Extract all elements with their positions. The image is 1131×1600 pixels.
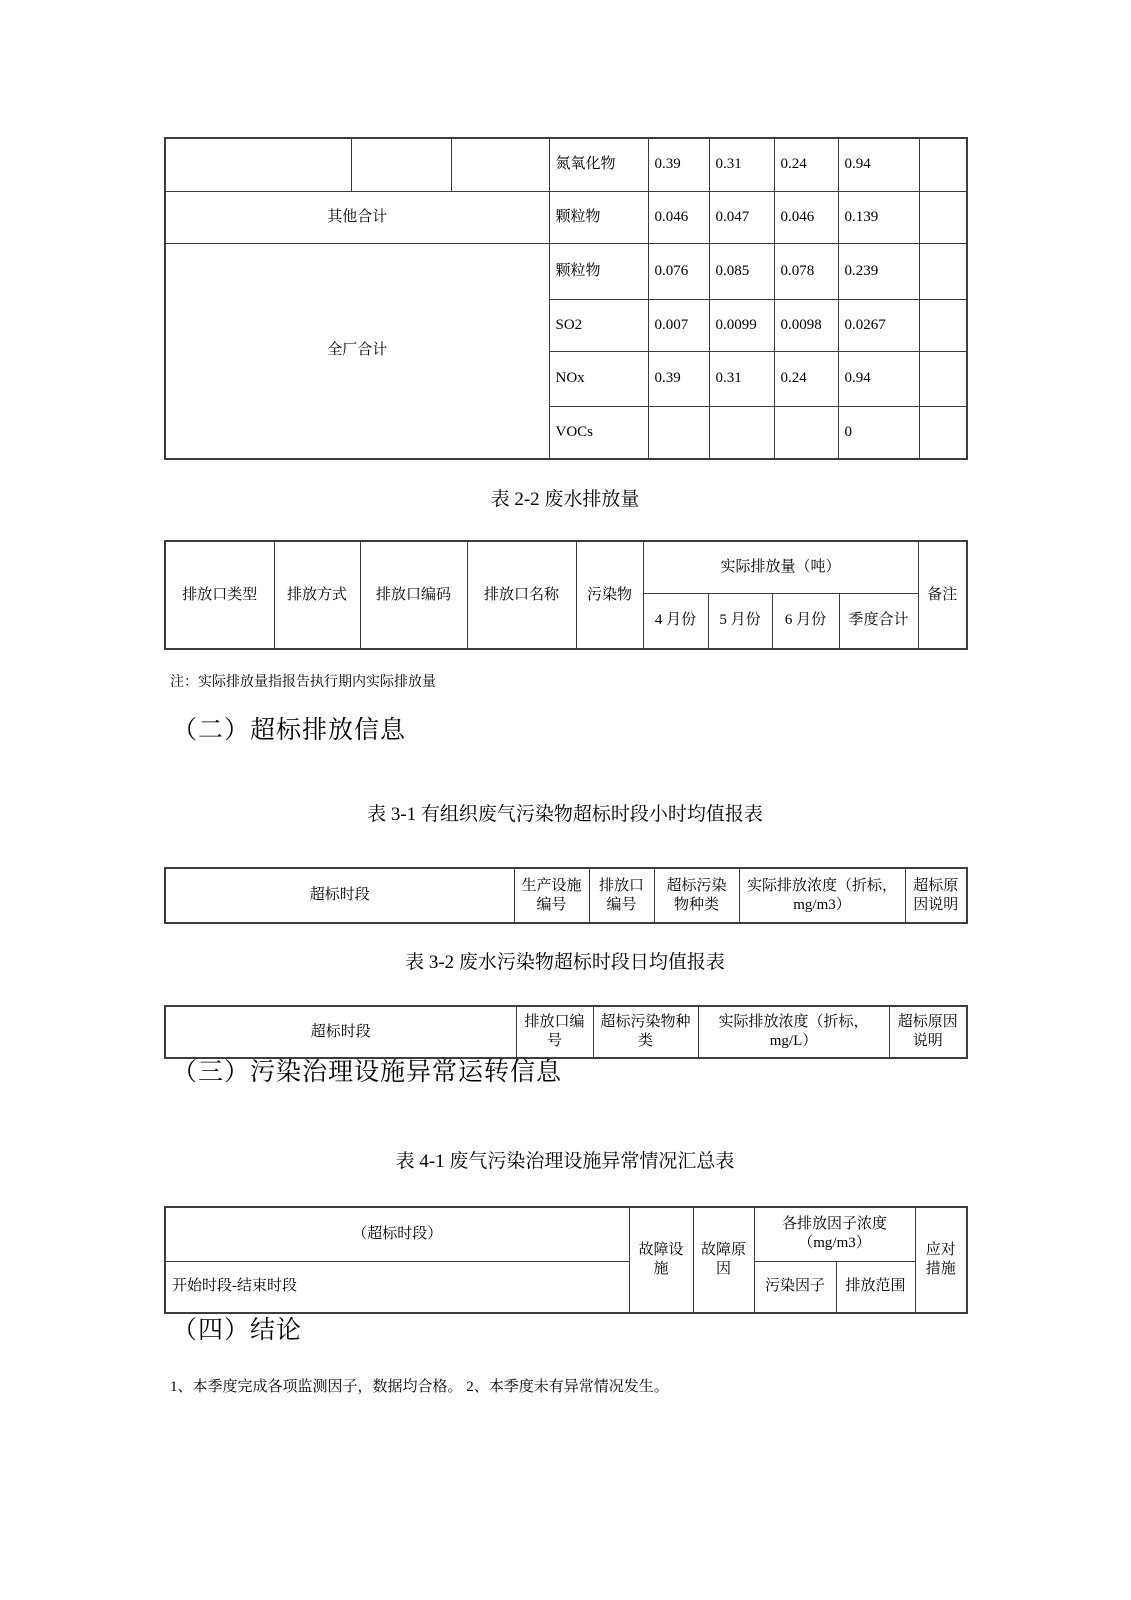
value-cell: 0.078 <box>774 243 838 299</box>
header-cell-june: 6 月份 <box>772 593 839 649</box>
value-cell <box>709 406 774 459</box>
header-cell-discharge-mode: 排放方式 <box>274 541 360 649</box>
section-heading-conclusion: （四）结论 <box>172 1317 303 1344</box>
empty-cell <box>165 138 351 191</box>
section-heading-exceedance-info: （二）超标排放信息 <box>172 717 407 744</box>
header-cell-quarter-total: 季度合计 <box>839 593 918 649</box>
header-cell-april: 4 月份 <box>643 593 708 649</box>
table-3-1-title: 表 3-1 有组织废气污染物超标时段小时均值报表 <box>367 804 763 825</box>
value-cell: 0.046 <box>648 191 709 243</box>
header-cell-outlet-no: 排放口编号 <box>516 1006 593 1058</box>
header-cell-pollutant-type: 超标污染物种类 <box>593 1006 698 1058</box>
wastewater-exceedance-daily-table <box>164 1005 968 1059</box>
value-cell: 0.24 <box>774 351 838 406</box>
value-cell: 0.047 <box>709 191 774 243</box>
header-cell-may: 5 月份 <box>708 593 772 649</box>
value-cell: 0.139 <box>838 191 919 243</box>
value-cell: 0.0267 <box>838 299 919 351</box>
value-cell: 0.046 <box>774 191 838 243</box>
value-cell: 0.31 <box>709 351 774 406</box>
value-cell: 0.39 <box>648 138 709 191</box>
value-cell: 0.0098 <box>774 299 838 351</box>
header-cell-reason: 超标原因说明 <box>905 868 967 923</box>
header-cell-actual-concentration: 实际排放浓度（折标，mg/m3） <box>739 868 905 923</box>
table-header-row <box>165 868 967 923</box>
empty-cell <box>451 138 549 191</box>
value-cell: 0.239 <box>838 243 919 299</box>
value-cell: 0.31 <box>709 138 774 191</box>
table-note: 注：实际排放量指报告执行期内实际排放量 <box>170 675 436 690</box>
row-group-label: 全厂合计 <box>165 243 549 459</box>
header-cell-fault-reason: 故障原因 <box>693 1207 754 1313</box>
value-cell: 0.94 <box>838 351 919 406</box>
remark-cell <box>919 351 967 406</box>
conclusion-text: 1、本季度完成各项监测因子，数据均合格。 2、本季度未有异常情况发生。 <box>170 1379 669 1395</box>
value-cell: 0.076 <box>648 243 709 299</box>
table-row <box>165 191 967 243</box>
value-cell: 0.24 <box>774 138 838 191</box>
pollutant-cell: VOCs <box>549 406 648 459</box>
pollutant-cell: 氮氧化物 <box>549 138 648 191</box>
value-cell: 0.0099 <box>709 299 774 351</box>
remark-cell <box>919 191 967 243</box>
header-cell-exceed-period: 超标时段 <box>165 868 514 923</box>
row-group-label: 其他合计 <box>165 191 549 243</box>
table-row <box>165 243 967 299</box>
table-row <box>165 138 967 191</box>
value-cell <box>648 406 709 459</box>
remark-cell <box>919 243 967 299</box>
value-cell: 0.39 <box>648 351 709 406</box>
section-heading-treatment-abnormal: （三）污染治理设施异常运转信息 <box>172 1059 563 1086</box>
stack-emissions-total-table <box>164 137 968 460</box>
header-cell-outlet-name: 排放口名称 <box>467 541 576 649</box>
pollutant-cell: 颗粒物 <box>549 191 648 243</box>
gas-exceedance-hourly-table <box>164 867 968 924</box>
remark-cell <box>919 138 967 191</box>
header-cell-actual-amount: 实际排放量（吨） <box>643 541 918 593</box>
pollutant-cell: 颗粒物 <box>549 243 648 299</box>
header-cell-pollutant: 污染物 <box>576 541 643 649</box>
wastewater-discharge-table <box>164 540 968 650</box>
header-cell-response: 应对措施 <box>915 1207 967 1313</box>
value-cell: 0.007 <box>648 299 709 351</box>
header-cell-facility-no: 生产设施编号 <box>514 868 589 923</box>
factor-concentration-unit: （mg/m3） <box>798 1235 871 1252</box>
empty-cell <box>351 138 451 191</box>
factor-concentration-label: 各排放因子浓度 <box>782 1216 888 1233</box>
header-cell-period-range: 开始时段-结束时段 <box>165 1261 629 1313</box>
pollutant-cell: NOx <box>549 351 648 406</box>
value-cell <box>774 406 838 459</box>
table-header-row <box>165 541 967 593</box>
treatment-facility-abnormal-table <box>164 1206 968 1314</box>
remark-cell <box>919 406 967 459</box>
header-cell-fault-equipment: 故障设施 <box>629 1207 693 1313</box>
remark-cell <box>919 299 967 351</box>
pollutant-cell: SO2 <box>549 299 648 351</box>
header-cell-discharge-range: 排放范围 <box>836 1261 915 1313</box>
header-cell-period: （超标时段） <box>165 1207 629 1261</box>
table-header-row <box>165 1261 967 1313</box>
header-cell-actual-concentration: 实际排放浓度（折标，mg/L） <box>698 1006 889 1058</box>
table-4-1-title: 表 4-1 废气污染治理设施异常情况汇总表 <box>395 1151 735 1172</box>
table-header-row <box>165 1207 967 1261</box>
header-cell-pollutant-type: 超标污染物种类 <box>654 868 739 923</box>
header-cell-exceed-period: 超标时段 <box>165 1006 516 1058</box>
value-cell: 0.94 <box>838 138 919 191</box>
value-cell: 0 <box>838 406 919 459</box>
table-3-2-title: 表 3-2 废水污染物超标时段日均值报表 <box>405 952 725 973</box>
header-cell-pollution-factor: 污染因子 <box>754 1261 836 1313</box>
header-cell-outlet-code: 排放口编码 <box>360 541 467 649</box>
value-cell: 0.085 <box>709 243 774 299</box>
table-header-row <box>165 1006 967 1058</box>
header-cell-outlet-type: 排放口类型 <box>165 541 274 649</box>
header-cell-reason: 超标原因说明 <box>889 1006 967 1058</box>
header-cell-factor-concentration <box>754 1207 915 1261</box>
header-cell-remark: 备注 <box>918 541 967 649</box>
header-cell-outlet-no: 排放口编号 <box>589 868 654 923</box>
table-2-2-title: 表 2-2 废水排放量 <box>490 489 640 510</box>
